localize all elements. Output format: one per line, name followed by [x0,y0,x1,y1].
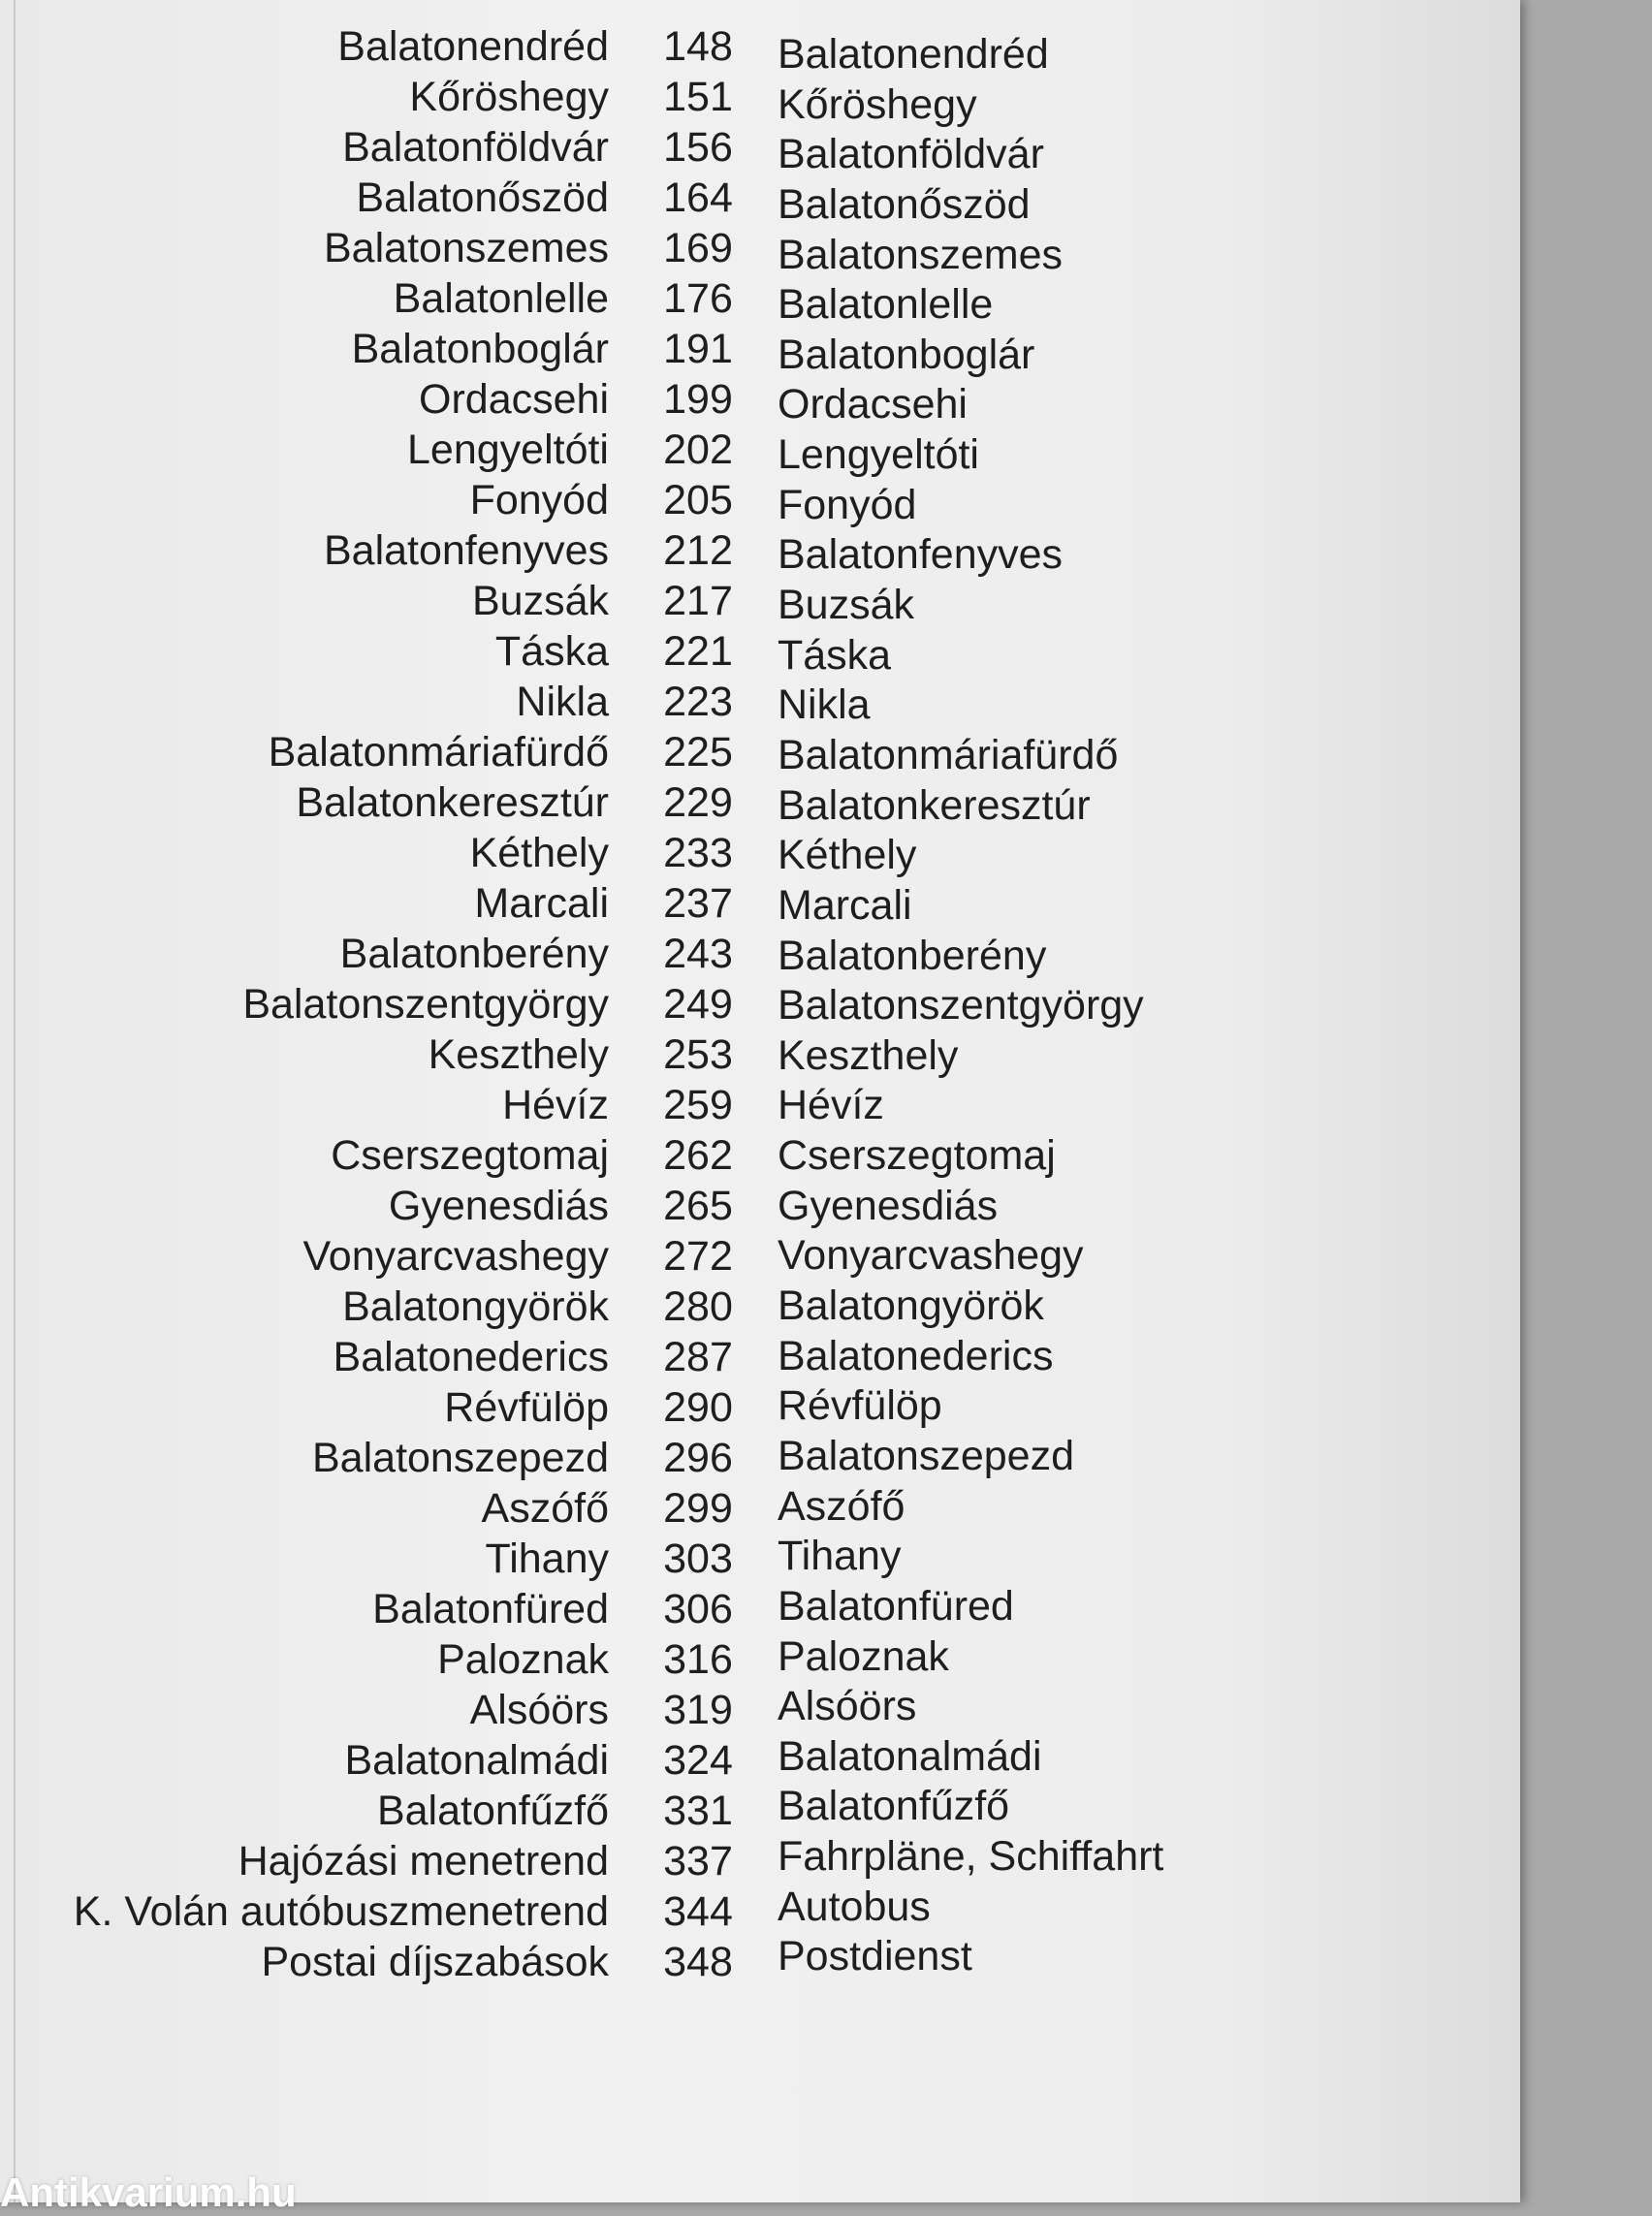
toc-german-title: Kőröshegy [778,81,977,128]
toc-row [0,273,1357,328]
toc-page-number: 344 [663,1888,733,1935]
toc-row [0,727,1357,777]
toc-page-number: 296 [663,1435,733,1481]
toc-page-number: 259 [663,1082,733,1128]
toc-row [0,1685,1357,1735]
toc-german-title: Kéthely [778,832,917,878]
toc-german-title: Balatonederics [778,1333,1054,1379]
toc-german-title: Balatonlelle [778,281,994,328]
toc-hungarian-title: Gyenesdiás [388,1183,609,1229]
toc-hungarian-title: Balatonlelle [393,275,609,322]
toc-german-title: Fonyód [778,482,917,528]
toc-hungarian-title: Balatonederics [333,1334,609,1380]
toc-hungarian-title: Balatonberény [339,931,609,977]
toc-german-title: Balatonszemes [778,232,1063,278]
toc-page-number: 243 [663,931,733,977]
toc-row [0,1181,1357,1231]
toc-page-number: 262 [663,1132,733,1179]
toc-row [0,1634,1357,1685]
toc-row [0,1433,1357,1483]
toc-hungarian-title: Marcali [474,880,609,927]
toc-german-title: Balatonfűzfő [778,1783,1010,1829]
toc-hungarian-title: Balatonfüred [372,1586,609,1632]
toc-row [0,1130,1357,1181]
toc-hungarian-title: Cserszegtomaj [331,1132,609,1179]
toc-page-number: 306 [663,1586,733,1632]
toc-hungarian-title: Fonyód [469,477,609,523]
toc-page-number: 148 [663,23,733,70]
toc-page-number: 151 [663,74,733,120]
toc-row [0,21,1357,78]
toc-row [0,626,1357,677]
toc-row [0,777,1357,828]
toc-german-title: Balatonszentgyörgy [778,982,1144,1029]
toc-german-title: Postdienst [778,1933,972,1979]
toc-page-number: 280 [663,1283,733,1330]
toc-hungarian-title: Balatonalmádi [344,1737,609,1784]
toc-hungarian-title: Balatonfenyves [323,527,609,574]
toc-row [0,576,1357,626]
toc-page-number: 202 [663,427,733,473]
toc-row [0,1080,1357,1130]
toc-row [0,1933,1357,1987]
toc-german-title: Révfülöp [778,1382,942,1429]
toc-row [0,374,1357,425]
toc-row [0,72,1357,128]
toc-page-number: 290 [663,1384,733,1431]
toc-row [0,425,1357,478]
toc-row [0,122,1357,177]
toc-row [0,1231,1357,1282]
toc-row [0,828,1357,878]
toc-page-number: 316 [663,1636,733,1683]
toc-page-number: 253 [663,1031,733,1078]
toc-row [0,878,1357,929]
toc-hungarian-title: Balatonkeresztúr [296,779,609,826]
toc-row [0,1029,1357,1080]
toc-hungarian-title: Aszófő [481,1485,609,1532]
toc-page-number: 205 [663,477,733,523]
toc-row [0,1282,1357,1332]
toc-hungarian-title: Balatonőszöd [356,174,609,221]
toc-hungarian-title: Balatonföldvár [342,124,609,171]
toc-german-title: Balatonfüred [778,1583,1014,1630]
toc-row [0,1886,1357,1937]
toc-page-number: 191 [663,326,733,372]
toc-page-number: 237 [663,880,733,927]
toc-page-number: 221 [663,628,733,675]
toc-german-title: Lengyeltóti [778,431,979,478]
toc-page-number: 324 [663,1737,733,1784]
toc-hungarian-title: Postai díjszabások [261,1939,609,1985]
toc-german-title: Buzsák [778,582,915,628]
toc-row [0,475,1357,528]
toc-row [0,1783,1357,1836]
toc-german-title: Balatonmáriafürdő [778,732,1119,778]
toc-hungarian-title: K. Volán autóbuszmenetrend [73,1888,609,1935]
toc-row [0,223,1357,278]
toc-page-number: 156 [663,124,733,171]
toc-page-number: 225 [663,729,733,776]
toc-page-number: 303 [663,1535,733,1582]
toc-hungarian-title: Balatonszentgyörgy [242,981,609,1028]
toc-german-title: Cserszegtomaj [778,1132,1056,1179]
toc-hungarian-title: Révfülöp [444,1384,609,1431]
toc-german-title: Nikla [778,681,871,728]
toc-row [0,1534,1357,1584]
toc-german-title: Táska [778,632,892,679]
toc-page-number: 265 [663,1183,733,1229]
toc-row [0,173,1357,228]
toc-german-title: Balatonkeresztúr [778,782,1091,829]
toc-german-title: Paloznak [778,1633,949,1680]
toc-hungarian-title: Balatonmáriafürdő [268,729,609,776]
toc-hungarian-title: Balatongyörök [342,1283,609,1330]
toc-row [0,525,1357,576]
toc-german-title: Hévíz [778,1082,884,1128]
toc-page-number: 223 [663,679,733,725]
toc-hungarian-title: Kőröshegy [409,74,609,120]
toc-hungarian-title: Buzsák [471,578,609,624]
toc-german-title: Autobus [778,1884,931,1930]
toc-german-title: Balatonberény [778,933,1047,979]
toc-hungarian-title: Balatonboglár [351,326,609,372]
toc-hungarian-title: Táska [494,628,609,675]
watermark: Antikvarium.hu [0,2169,297,2215]
toc-german-title: Balatonfenyves [778,531,1064,578]
toc-page-number: 164 [663,174,733,221]
toc-page-number: 176 [663,275,733,322]
toc-row [0,929,1357,979]
toc-hungarian-title: Balatonfűzfő [376,1788,609,1834]
toc-row [0,324,1357,378]
toc-page-number: 199 [663,376,733,423]
toc-page-number: 229 [663,779,733,826]
toc-page-number: 249 [663,981,733,1028]
toc-german-title: Alsóörs [778,1683,917,1729]
toc-hungarian-title: Lengyeltóti [407,427,609,473]
toc-hungarian-title: Hévíz [502,1082,609,1128]
toc-page-number: 299 [663,1485,733,1532]
toc-row [0,1833,1357,1886]
toc-page-number: 319 [663,1687,733,1733]
toc-german-title: Balatongyörök [778,1282,1044,1329]
toc-hungarian-title: Keszthely [428,1031,609,1078]
toc-hungarian-title: Alsóörs [469,1687,609,1733]
toc-page-number: 217 [663,578,733,624]
toc-row [0,1332,1357,1382]
toc-german-title: Fahrpläne, Schiffahrt [778,1833,1164,1880]
toc-row [0,677,1357,727]
toc-hungarian-title: Vonyarcvashegy [302,1233,609,1280]
toc-hungarian-title: Kéthely [469,830,609,876]
toc-hungarian-title: Balatonszemes [324,225,609,271]
table-of-contents [0,21,1357,1987]
toc-hungarian-title: Hajózási menetrend [238,1838,609,1884]
toc-page-number: 337 [663,1838,733,1884]
toc-page-number: 233 [663,830,733,876]
toc-german-title: Ordacsehi [778,381,968,427]
toc-page-number: 287 [663,1334,733,1380]
toc-row [0,1382,1357,1433]
toc-german-title: Tihany [778,1533,902,1579]
toc-hungarian-title: Tihany [485,1535,609,1582]
toc-german-title: Balatonalmádi [778,1733,1042,1780]
toc-page-number: 272 [663,1233,733,1280]
toc-german-title: Balatonőszöd [778,181,1031,228]
toc-hungarian-title: Balatonendréd [337,23,609,70]
toc-german-title: Keszthely [778,1032,959,1079]
toc-hungarian-title: Nikla [516,679,609,725]
toc-german-title: Balatonboglár [778,332,1035,378]
toc-german-title: Aszófő [778,1483,905,1530]
toc-row [0,1735,1357,1786]
toc-hungarian-title: Paloznak [437,1636,609,1683]
toc-row [0,1483,1357,1534]
toc-german-title: Vonyarcvashegy [778,1232,1084,1279]
toc-german-title: Balatonendréd [778,31,1049,78]
toc-page-number: 212 [663,527,733,574]
toc-page-number: 348 [663,1939,733,1985]
toc-page-number: 331 [663,1788,733,1834]
toc-hungarian-title: Ordacsehi [419,376,609,423]
toc-row [0,1584,1357,1634]
toc-german-title: Marcali [778,882,912,929]
toc-german-title: Balatonszepezd [778,1433,1074,1479]
toc-row [0,979,1357,1029]
toc-hungarian-title: Balatonszepezd [312,1435,609,1481]
toc-page-number: 169 [663,225,733,271]
toc-german-title: Gyenesdiás [778,1183,999,1229]
toc-german-title: Balatonföldvár [778,131,1044,177]
